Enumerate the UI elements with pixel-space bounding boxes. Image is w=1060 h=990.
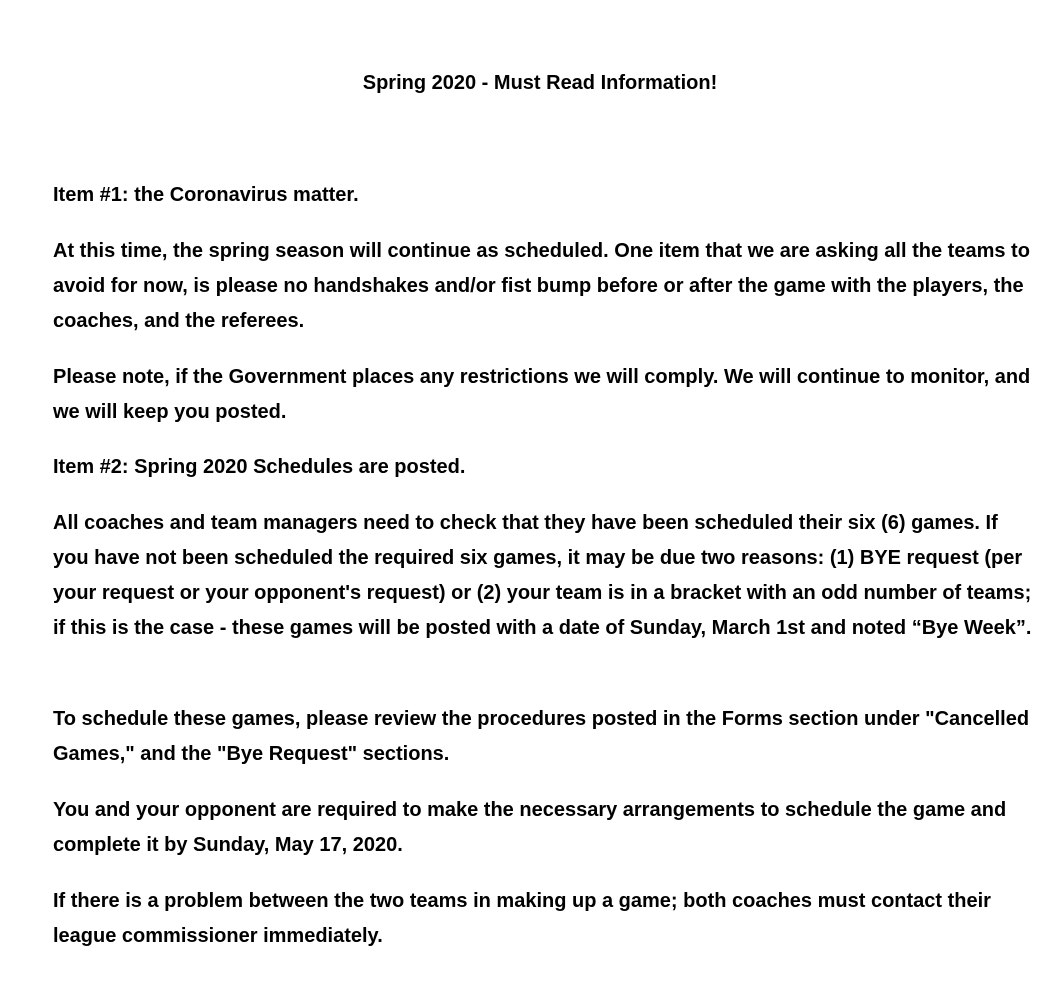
- problem-paragraph: If there is a problem between the two teams in making up a game; both coaches must contact their league commissioner immediately.: [53, 890, 991, 947]
- arrangements-paragraph: You and your opponent are required to make the necessary arrangements to schedule the game and complete it by Sunday, May 17, 2020.: [53, 799, 1007, 856]
- item-1-heading: Item #1: the Coronavirus matter.: [53, 184, 359, 206]
- coronavirus-paragraph: At this time, the spring season will continue as scheduled. One item that we are asking all the teams to avoid for now, is please no handshakes and/or fist bump before or after the game with the players, the coaches, and the referees.: [53, 240, 1030, 332]
- item-2-heading: Item #2: Spring 2020 Schedules are posted.: [53, 456, 466, 478]
- schedules-paragraph: All coaches and team managers need to check that they have been scheduled their six (6) games. If you have not been scheduled the required six games, it may be due two reasons: (1) BYE request (per your request or your opponent's request) or (2) your team is in a bracket with an odd number of teams; if this is the case - these games will be posted with a date of Sunday, March 1st and noted “Bye Week”.: [53, 512, 1032, 639]
- government-paragraph: Please note, if the Government places any restrictions we will comply. We will continue to monitor, and we will keep you posted.: [53, 366, 1031, 423]
- document-title: Spring 2020 - Must Read Information!: [362, 72, 718, 94]
- procedures-paragraph: To schedule these games, please review the procedures posted in the Forms section under "Cancelled Games," and the "Bye Request" sections.: [53, 708, 1030, 765]
